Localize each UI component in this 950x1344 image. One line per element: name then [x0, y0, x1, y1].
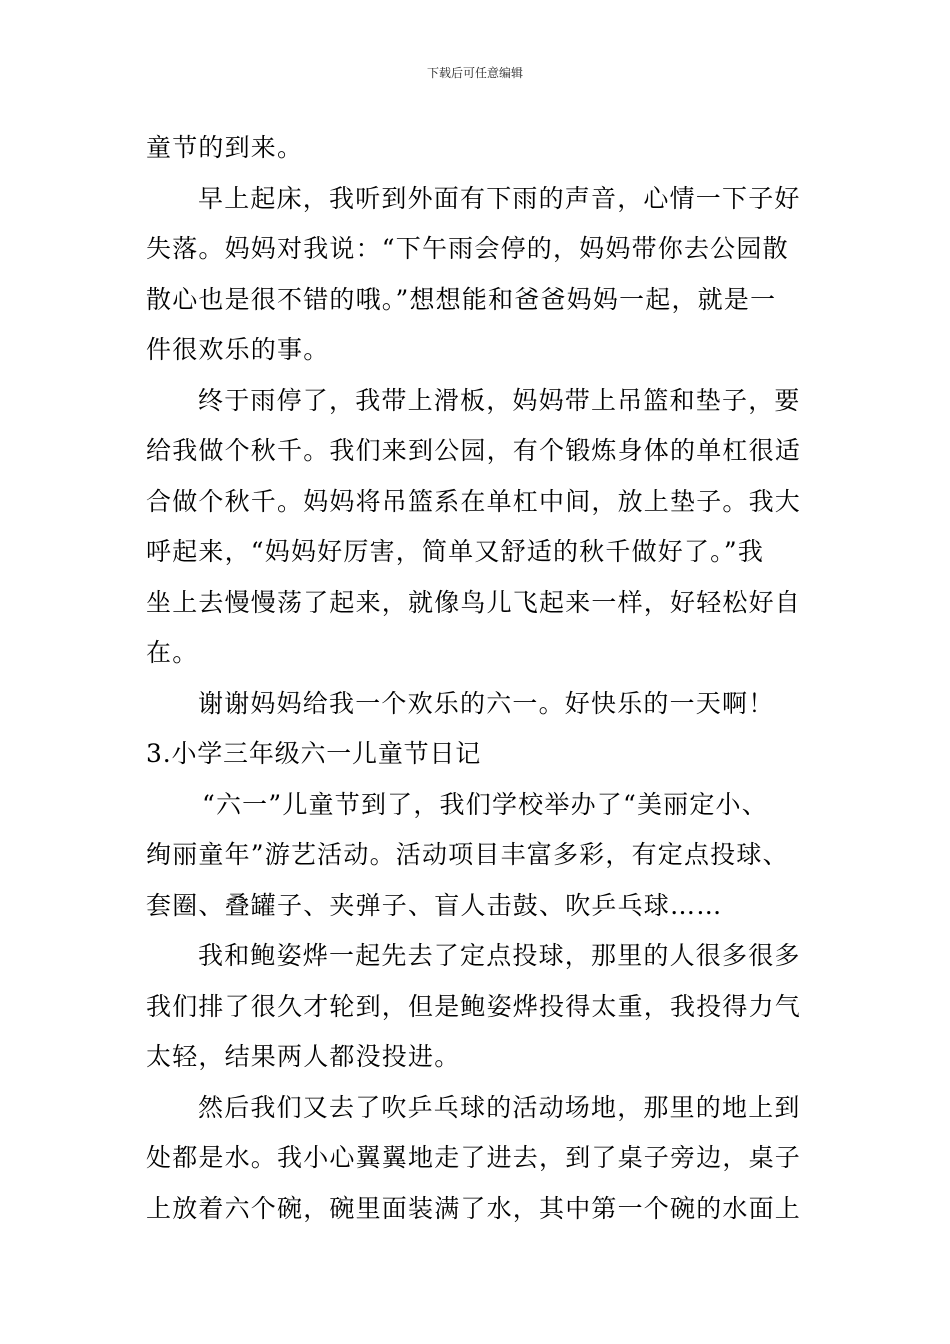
text-line: 合做个秋千。妈妈将吊篮系在单杠中间，放上垫子。我大 [146, 486, 802, 516]
text-line: 上放着六个碗，碗里面装满了水，其中第一个碗的水面上 [146, 1193, 802, 1223]
page-header: 下载后可任意编辑 [426, 66, 523, 80]
text-line: 散心也是很不错的哦。”想想能和爸爸妈妈一起，就是一 [146, 284, 777, 314]
text-line: 失落。妈妈对我说：“下午雨会停的，妈妈带你去公园散 [146, 234, 789, 263]
text-line: 坐上去慢慢荡了起来，就像鸟儿飞起来一样，好轻松好自 [146, 587, 802, 617]
paragraph-start-line: “六一”儿童节到了，我们学校举办了“美丽定小、 [202, 789, 768, 819]
text-line: 给我做个秋千。我们来到公园，有个锻炼身体的单杠很适 [146, 436, 802, 465]
paragraph-start-line: 我和鲍姿烨一起先去了定点投球，那里的人很多很多 [198, 941, 801, 970]
document-body [146, 123, 811, 1234]
paragraph-start-line: 然后我们又去了吹乒乓球的活动场地，那里的地上到 [198, 1092, 801, 1122]
text-line: 套圈、叠罐子、夹弹子、盲人击鼓、吹乒乓球…… [146, 890, 723, 920]
paragraph-start-line: 终于雨停了，我带上滑板，妈妈带上吊篮和垫子，要 [198, 385, 801, 415]
text-line: 绚丽童年”游艺活动。活动项目丰富多彩，有定点投球、 [146, 840, 789, 869]
paragraph-start-line: 早上起床，我听到外面有下雨的声音，心情一下子好 [198, 183, 801, 213]
text-line: 我们排了很久才轮到，但是鲍姿烨投得太重，我投得力气 [146, 991, 802, 1021]
section-heading: 3.小学三年级六一儿童节日记 [146, 739, 482, 768]
text-line: 童节的到来。 [146, 133, 304, 162]
paragraph-start-line: 谢谢妈妈给我一个欢乐的六一。好快乐的一天啊！ [198, 688, 775, 718]
text-line: 呼起来，“妈妈好厉害，简单又舒适的秋千做好了。”我 [146, 537, 765, 566]
text-line: 在。 [146, 638, 199, 667]
text-line: 处都是水。我小心翼翼地走了进去，到了桌子旁边，桌子 [146, 1143, 802, 1172]
text-line: 件很欢乐的事。 [146, 335, 330, 364]
text-line: 太轻，结果两人都没投进。 [146, 1042, 461, 1071]
